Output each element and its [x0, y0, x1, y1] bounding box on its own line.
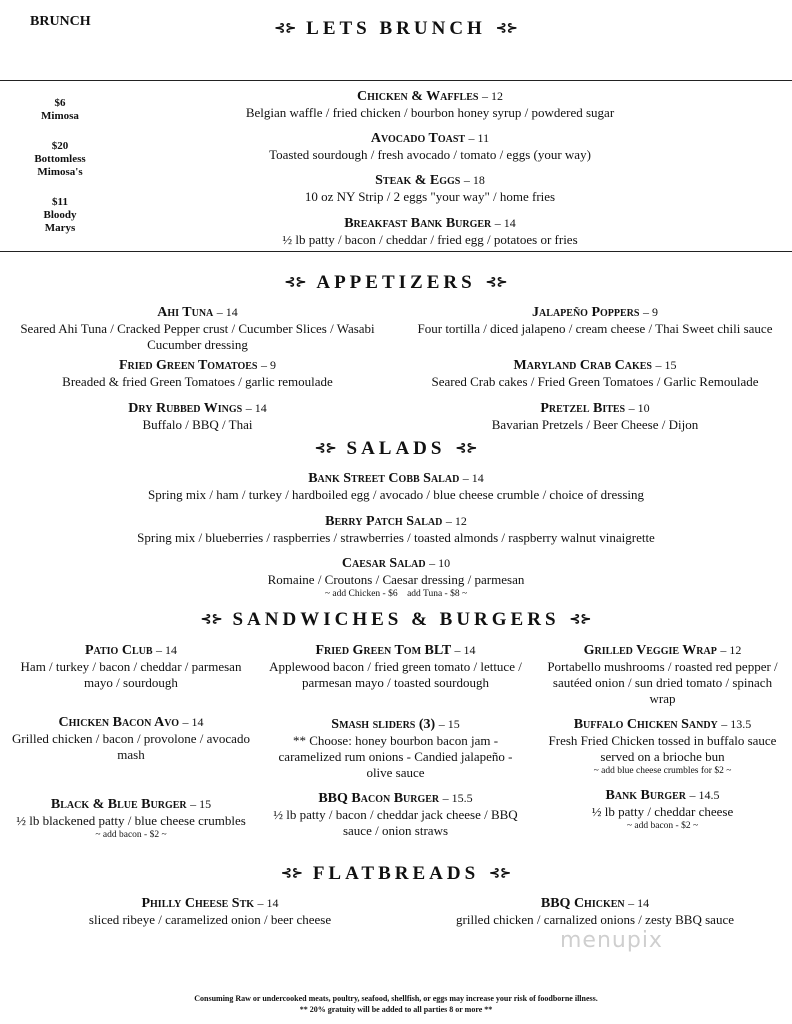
sandwich-bbq-bacon-burger	[268, 790, 523, 839]
item-price: – 12	[481, 89, 503, 103]
item-desc: ½ lb patty / bacon / cheddar / fried egg / potatoes or fries	[282, 232, 578, 247]
item-name: Fried Green Tomatoes	[118, 358, 258, 373]
brunch-title: LETS BRUNCH	[306, 18, 486, 39]
item-desc: Portabello mushrooms / roasted red pepper / sautéed onion / sun dried tomato / spinach wrap	[547, 659, 778, 706]
item-desc: Spring mix / ham / turkey / hardboiled egg / avocado / blue cheese crumble / choice of dressing	[147, 487, 645, 502]
item-name: Avocado Toast	[370, 131, 466, 146]
item-desc: Belgian waffle / fried chicken / bourbon honey syrup / powdered sugar	[245, 105, 615, 120]
item-desc: Buffalo / BBQ / Thai	[142, 417, 253, 432]
item-name: Bank Street Cobb Salad	[308, 471, 460, 486]
item-name: Steak & Eggs	[375, 173, 461, 188]
appetizers-heading	[0, 272, 792, 294]
sandwich-grilled-veggie-wrap	[540, 642, 785, 707]
ornament-left-icon: ⊰⊱	[314, 440, 337, 455]
appetizers-title: APPETIZERS	[316, 272, 476, 293]
salads-heading	[0, 438, 792, 460]
drink-price: $6	[54, 97, 66, 109]
item-desc: Seared Ahi Tuna / Cracked Pepper crust / Cucumber Slices / Wasabi Cucumber dressing	[20, 321, 375, 352]
item-price: – 14	[462, 471, 484, 485]
appetizer-pretzel-bites	[405, 400, 785, 433]
item-price: – 13.5	[721, 717, 752, 731]
item-price: – 15	[438, 717, 460, 731]
item-desc: ½ lb blackened patty / blue cheese crumbles	[16, 813, 246, 828]
item-price: – 14.5	[689, 788, 720, 802]
item-name: BBQ Bacon Burger	[318, 791, 440, 806]
ornament-left-icon: ⊰⊱	[200, 611, 223, 626]
drink-name: Bottomless Mimosa's	[34, 153, 86, 178]
ornament-right-icon: ⊰⊱	[485, 274, 508, 289]
sandwich-black-blue-burger	[10, 796, 252, 841]
item-price: – 15	[655, 358, 677, 372]
item-name: Grilled Veggie Wrap	[583, 643, 717, 658]
salads-title: SALADS	[346, 438, 446, 459]
item-name: Bank Burger	[605, 788, 686, 803]
drink-bloody-mary	[22, 196, 98, 235]
footer-line-2: ** 20% gratuity will be added to all parties 8 or more **	[299, 1005, 493, 1014]
drink-bottomless-mimosa	[20, 140, 100, 179]
brunch-item-chicken-waffles	[150, 88, 710, 121]
item-price: – 14	[156, 643, 178, 657]
item-desc: Applewood bacon / fried green tomato / lettuce / parmesan mayo / toasted sourdough	[269, 659, 522, 690]
brunch-item-steak-eggs	[150, 172, 710, 205]
brunch-item-avocado-toast	[150, 130, 710, 163]
sandwich-fried-green-tom-blt	[268, 642, 523, 691]
appetizer-jalapeno-poppers	[405, 304, 785, 337]
item-price: – 12	[720, 643, 742, 657]
salad-cobb	[40, 470, 752, 503]
brunch-heading	[0, 18, 792, 40]
sandwich-patio-club	[10, 642, 252, 691]
sandwiches-heading	[0, 609, 792, 631]
item-desc: Toasted sourdough / fresh avocado / tomato / eggs (your way)	[269, 147, 591, 162]
item-name: BBQ Chicken	[540, 896, 625, 911]
ornament-left-icon: ⊰⊱	[284, 274, 307, 289]
item-name: Buffalo Chicken Sandy	[573, 717, 718, 732]
item-name: Breakfast Bank Burger	[344, 216, 492, 231]
ornament-left-icon: ⊰⊱	[281, 865, 303, 880]
item-name: Jalapeño Poppers	[532, 305, 640, 320]
item-price: – 14	[216, 305, 238, 319]
ornament-right-icon: ⊰⊱	[455, 440, 478, 455]
flatbread-bbq-chicken	[410, 895, 780, 928]
item-name: Ahi Tuna	[157, 305, 214, 320]
item-desc: Breaded & fried Green Tomatoes / garlic remoulade	[62, 374, 333, 389]
item-desc: Bavarian Pretzels / Beer Cheese / Dijon	[491, 417, 699, 432]
item-name: Caesar Salad	[341, 556, 426, 571]
item-price: – 14	[454, 643, 476, 657]
item-name: Chicken Bacon Avo	[58, 715, 180, 730]
item-name: Smash sliders (3)	[331, 717, 436, 732]
brunch-item-breakfast-bank-burger	[150, 215, 710, 248]
item-price: – 14	[494, 216, 516, 230]
item-note: ~ add bacon - $2 ~	[95, 830, 167, 840]
item-price: – 14	[182, 715, 204, 729]
item-name: Dry Rubbed Wings	[128, 401, 243, 416]
item-desc: Romaine / Croutons / Caesar dressing / parmesan	[267, 572, 525, 587]
footer-line-1: Consuming Raw or undercooked meats, poultry, seafood, shellfish, or eggs may increase your risk of foodborne illness.	[194, 994, 598, 1003]
item-desc: grilled chicken / carnalized onions / zesty BBQ sauce	[456, 912, 734, 927]
appetizer-dry-rubbed-wings	[10, 400, 385, 433]
item-desc: sliced ribeye / caramelized onion / beer cheese	[88, 912, 332, 927]
ornament-right-icon: ⊰⊱	[495, 20, 518, 35]
item-name: Berry Patch Salad	[325, 514, 443, 529]
item-name: Chicken & Waffles	[357, 89, 479, 104]
item-price: – 15.5	[442, 791, 473, 805]
ornament-right-icon: ⊰⊱	[569, 611, 592, 626]
salad-caesar	[40, 555, 752, 600]
item-price: – 14	[257, 896, 279, 910]
flatbreads-title: FLATBREADS	[312, 863, 480, 884]
item-price: – 18	[463, 173, 485, 187]
item-desc: 10 oz NY Strip / 2 eggs "your way" / home fries	[304, 189, 556, 204]
sandwich-bank-burger	[540, 787, 785, 832]
item-desc: Grilled chicken / bacon / provolone / avocado mash	[12, 731, 250, 762]
ornament-right-icon: ⊰⊱	[489, 865, 511, 880]
item-price: – 12	[445, 514, 467, 528]
item-desc: ½ lb patty / cheddar cheese	[591, 804, 734, 819]
sandwich-buffalo-chicken-sandy	[540, 716, 785, 777]
flatbreads-heading	[0, 863, 792, 885]
brunch-top-rule	[0, 80, 792, 81]
flatbread-philly-cheese-stk	[30, 895, 390, 928]
item-name: Maryland Crab Cakes	[513, 358, 652, 373]
item-name: Fried Green Tom BLT	[315, 643, 451, 658]
appetizer-fried-green-tomatoes	[10, 357, 385, 390]
sandwich-chicken-bacon-avo	[10, 714, 252, 763]
item-price: – 9	[642, 305, 658, 319]
item-name: Pretzel Bites	[540, 401, 626, 416]
salad-berry-patch	[40, 513, 752, 546]
item-price: – 10	[429, 556, 451, 570]
item-name: Philly Cheese Stk	[141, 896, 255, 911]
drink-price: $11	[52, 196, 68, 208]
item-note: ~ add Chicken - $6 add Tuna - $8 ~	[324, 589, 468, 599]
item-desc: ½ lb patty / bacon / cheddar jack cheese / BBQ sauce / onion straws	[273, 807, 518, 838]
sandwich-smash-sliders	[268, 716, 523, 781]
item-desc: Seared Crab cakes / Fried Green Tomatoes / Garlic Remoulade	[431, 374, 759, 389]
drink-price: $20	[51, 140, 69, 152]
sandwiches-title: SANDWICHES & BURGERS	[232, 609, 560, 630]
item-desc: Four tortilla / diced jalapeno / cream cheese / Thai Sweet chili sauce	[417, 321, 773, 336]
watermark-logo: menupix	[560, 928, 663, 953]
drink-mimosa	[22, 97, 98, 123]
item-desc: Ham / turkey / bacon / cheddar / parmesan mayo / sourdough	[20, 659, 242, 690]
item-note: ~ add bacon - $2 ~	[626, 821, 699, 831]
item-price: – 9	[261, 358, 276, 372]
item-name: Patio Club	[84, 643, 153, 658]
appetizer-maryland-crab-cakes	[405, 357, 785, 390]
drink-name: Bloody Marys	[43, 209, 77, 234]
item-price: – 15	[190, 797, 212, 811]
item-price: – 11	[468, 131, 490, 145]
item-price: – 14	[245, 401, 267, 415]
footer-disclaimer	[0, 993, 792, 1015]
item-desc: ** Choose: honey bourbon bacon jam - caramelized rum onions - Candied jalapeño - olive sauce	[278, 733, 513, 780]
brunch-bottom-rule	[0, 251, 792, 252]
item-name: Black & Blue Burger	[50, 797, 187, 812]
item-note: ~ add blue cheese crumbles for $2 ~	[593, 766, 732, 776]
menu-corner-label: BRUNCH	[30, 14, 91, 29]
item-desc: Spring mix / blueberries / raspberries / strawberries / toasted almonds / raspberry walnut vinaigrette	[137, 530, 655, 545]
item-price: – 14	[628, 896, 650, 910]
item-price: – 10	[628, 401, 650, 415]
item-desc: Fresh Fried Chicken tossed in buffalo sauce served on a brioche bun	[548, 733, 777, 764]
drink-name: Mimosa	[41, 110, 79, 122]
ornament-left-icon: ⊰⊱	[274, 20, 297, 35]
appetizer-ahi-tuna	[10, 304, 385, 353]
